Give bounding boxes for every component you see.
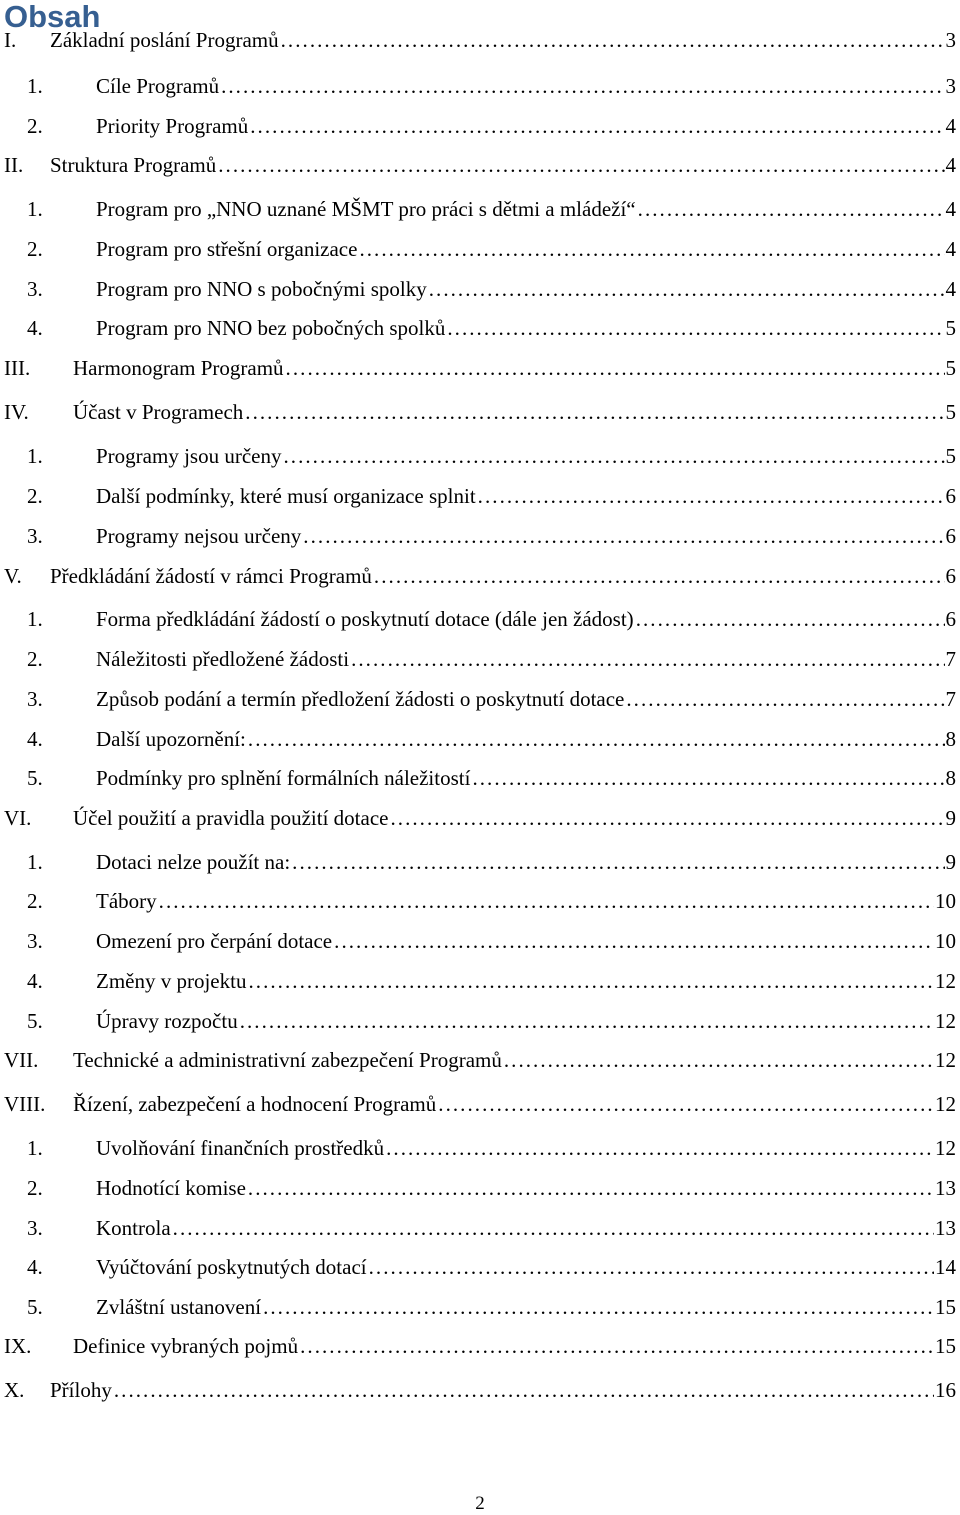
toc-entry[interactable] (0, 1134, 960, 1162)
toc-entry-label: Další upozornění: (96, 727, 246, 751)
toc-entry[interactable] (0, 764, 960, 792)
toc-entry-number: 2. (27, 484, 43, 508)
dot-leader (248, 1174, 934, 1202)
toc-entry-page: 6 (945, 607, 956, 631)
toc-entry-label: Dotaci nelze použít na: (96, 850, 291, 874)
toc-entry[interactable] (0, 1090, 960, 1118)
toc-entry-page: 12 (935, 969, 956, 993)
toc-entry-page: 8 (945, 727, 956, 751)
toc-entry-page: 8 (945, 766, 956, 790)
toc-entry-number: X. (4, 1378, 25, 1402)
dot-leader (351, 645, 944, 673)
toc-entry-number: 2. (27, 647, 43, 671)
toc-entry-number: 3. (27, 524, 43, 548)
toc-entry[interactable] (0, 398, 960, 426)
toc-entry-number: 2. (27, 1176, 43, 1200)
toc-entry-number: 1. (27, 444, 43, 468)
dot-leader (390, 804, 944, 832)
toc-entry-label: Další podmínky, které musí organizace splnit (96, 484, 476, 508)
toc-entry[interactable] (0, 605, 960, 633)
toc-entry-number: IV. (4, 400, 29, 424)
toc-entry[interactable] (0, 275, 960, 303)
toc-entry[interactable] (0, 1376, 960, 1404)
toc-entry-page: 5 (945, 356, 956, 380)
toc-entry-number: VII. (4, 1048, 39, 1072)
toc-entry[interactable] (0, 1007, 960, 1035)
toc-entry-page: 6 (945, 564, 956, 588)
toc-entry-page: 5 (945, 444, 956, 468)
toc-entry-page: 3 (945, 74, 956, 98)
toc-entry-number: 5. (27, 1009, 43, 1033)
toc-entry-label: Technické a administrativní zabezpečení Programů (73, 1048, 502, 1072)
toc-entry[interactable] (0, 442, 960, 470)
toc-entry[interactable] (0, 967, 960, 995)
dot-leader (300, 1332, 934, 1360)
toc-entry-number: 2. (27, 114, 43, 138)
toc-entry-label: Priority Programů (96, 114, 249, 138)
toc-entry-number: I. (4, 28, 17, 52)
toc-entry-label: Způsob podání a termín předložení žádosti o poskytnutí dotace (96, 687, 625, 711)
toc-entry-label: Programy jsou určeny (96, 444, 282, 468)
toc-entry-label: Řízení, zabezpečení a hodnocení Programů (73, 1092, 437, 1116)
dot-leader (447, 314, 944, 342)
toc-entry[interactable] (0, 195, 960, 223)
toc-entry-page: 7 (945, 647, 956, 671)
toc-entry-number: 5. (27, 1295, 43, 1319)
toc-entry-page: 6 (945, 524, 956, 548)
toc-entry-label: Omezení pro čerpání dotace (96, 929, 333, 953)
dot-leader (114, 1376, 934, 1404)
dot-leader (472, 764, 944, 792)
toc-entry[interactable] (0, 482, 960, 510)
toc-entry-number: 4. (27, 316, 43, 340)
toc-entry-number: 3. (27, 929, 43, 953)
dot-leader (429, 275, 945, 303)
dot-leader (303, 522, 944, 550)
toc-entry-page: 15 (935, 1334, 956, 1358)
toc-entry-page: 4 (945, 197, 956, 221)
toc-entry-number: V. (4, 564, 22, 588)
toc-entry-number: III. (4, 356, 31, 380)
toc-entry-page: 4 (945, 153, 956, 177)
toc-entry-page: 6 (945, 484, 956, 508)
dot-leader (248, 967, 934, 995)
toc-entry-label: Účel použití a pravidla použití dotace (73, 806, 389, 830)
toc-entry-label: Hodnotící komise (96, 1176, 246, 1200)
toc-entry-page: 4 (945, 114, 956, 138)
dot-leader (221, 72, 944, 100)
toc-entry-label: Program pro „NNO uznané MŠMT pro práci s dětmi a mládeží“ (96, 197, 636, 221)
dot-leader (159, 887, 934, 915)
dot-leader (240, 1007, 934, 1035)
toc-entry-label: Definice vybraných pojmů (73, 1334, 299, 1358)
dot-leader (626, 685, 944, 713)
toc-entry[interactable] (0, 151, 960, 179)
toc-entry-label: Program pro NNO bez pobočných spolků (96, 316, 446, 340)
toc-entry-number: VIII. (4, 1092, 46, 1116)
toc-entry-label: Program pro střešní organizace (96, 237, 358, 261)
toc-entry[interactable] (0, 848, 960, 876)
toc-entry[interactable] (0, 26, 960, 54)
toc-entry-label: Programy nejsou určeny (96, 524, 302, 548)
toc-entry[interactable] (0, 1293, 960, 1321)
dot-leader (263, 1293, 934, 1321)
dot-leader (359, 235, 944, 263)
toc-entry-label: Program pro NNO s pobočnými spolky (96, 277, 427, 301)
toc-entry-number: 1. (27, 197, 43, 221)
dot-leader (218, 151, 944, 179)
dot-leader (292, 848, 944, 876)
toc-entry[interactable] (0, 887, 960, 915)
toc-entry[interactable] (0, 522, 960, 550)
toc-entry[interactable] (0, 804, 960, 832)
toc-entry[interactable] (0, 72, 960, 100)
toc-entry-label: Struktura Programů (50, 153, 217, 177)
toc-entry-page: 3 (945, 28, 956, 52)
toc-entry-number: 1. (27, 607, 43, 631)
dot-leader (334, 927, 934, 955)
toc-entry-label: Uvolňování finančních prostředků (96, 1136, 385, 1160)
toc-entry-number: VI. (4, 806, 32, 830)
dot-leader (369, 1253, 934, 1281)
toc-entry-number: 4. (27, 1255, 43, 1279)
dot-leader (438, 1090, 934, 1118)
toc-entry-page: 5 (945, 316, 956, 340)
toc-entry-page: 4 (945, 277, 956, 301)
toc-entry-number: 2. (27, 237, 43, 261)
toc-entry-page: 14 (935, 1255, 956, 1279)
toc-entry-number: 1. (27, 850, 43, 874)
dot-leader (281, 26, 945, 54)
dot-leader (173, 1214, 934, 1242)
toc-entry-label: Forma předkládání žádostí o poskytnutí dotace (dále jen žádost) (96, 607, 634, 631)
toc-entry-label: Úpravy rozpočtu (96, 1009, 238, 1033)
toc-entry-label: Harmonogram Programů (73, 356, 284, 380)
toc-entry[interactable] (0, 927, 960, 955)
dot-leader (636, 605, 945, 633)
toc-entry-number: 1. (27, 1136, 43, 1160)
dot-leader (478, 482, 945, 510)
dot-leader (374, 562, 945, 590)
toc-entry-label: Cíle Programů (96, 74, 220, 98)
toc-entry-label: Účast v Programech (73, 400, 244, 424)
toc-entry-label: Změny v projektu (96, 969, 247, 993)
toc-entry-page: 13 (935, 1176, 956, 1200)
toc-entry-page: 5 (945, 400, 956, 424)
toc-entry-page: 12 (935, 1136, 956, 1160)
toc-entry-label: Předkládání žádostí v rámci Programů (50, 564, 372, 588)
dot-leader (283, 442, 944, 470)
toc-entry[interactable] (0, 1253, 960, 1281)
toc-entry-page: 10 (935, 929, 956, 953)
toc-entry[interactable] (0, 1214, 960, 1242)
toc-entry[interactable] (0, 645, 960, 673)
toc-entry-page: 15 (935, 1295, 956, 1319)
toc-entry-label: Kontrola (96, 1216, 171, 1240)
toc-entry-label: Podmínky pro splnění formálních náležitostí (96, 766, 471, 790)
toc-entry-page: 9 (945, 850, 956, 874)
toc-entry-number: IX. (4, 1334, 32, 1358)
dot-leader (250, 112, 944, 140)
toc-entry[interactable] (0, 1332, 960, 1360)
toc-entry-label: Základní poslání Programů (50, 28, 279, 52)
toc-entry-number: 2. (27, 889, 43, 913)
toc-entry-page: 4 (945, 237, 956, 261)
toc-entry-number: 4. (27, 969, 43, 993)
toc-entry[interactable] (0, 725, 960, 753)
toc-entry-page: 13 (935, 1216, 956, 1240)
toc-entry-number: 1. (27, 74, 43, 98)
dot-leader (245, 398, 944, 426)
toc-entry-page: 7 (945, 687, 956, 711)
toc-entry-number: II. (4, 153, 24, 177)
toc-entry[interactable] (0, 354, 960, 382)
toc-entry-page: 16 (935, 1378, 956, 1402)
toc-entry-label: Náležitosti předložené žádosti (96, 647, 350, 671)
toc-entry-number: 4. (27, 727, 43, 751)
toc-entry-page: 10 (935, 889, 956, 913)
toc-entry-page: 12 (935, 1092, 956, 1116)
toc-entry-page: 12 (935, 1009, 956, 1033)
toc-entry-label: Přílohy (50, 1378, 112, 1402)
toc-entry[interactable] (0, 685, 960, 713)
toc-entry-number: 5. (27, 766, 43, 790)
page-number: 2 (475, 1493, 485, 1514)
toc-entry[interactable] (0, 1046, 960, 1074)
toc-entry-number: 3. (27, 687, 43, 711)
toc-entry-number: 3. (27, 277, 43, 301)
toc-entry-page: 9 (945, 806, 956, 830)
toc-entry-label: Vyúčtování poskytnutých dotací (96, 1255, 367, 1279)
toc-entry-label: Zvláštní ustanovení (96, 1295, 262, 1319)
toc-entry[interactable] (0, 314, 960, 342)
dot-leader (638, 195, 945, 223)
toc-entry-page: 12 (935, 1048, 956, 1072)
toc-entry-label: Tábory (96, 889, 157, 913)
toc-entry-number: 3. (27, 1216, 43, 1240)
toc-entry[interactable] (0, 235, 960, 263)
page-title: Obsah (4, 0, 101, 34)
toc-entry[interactable] (0, 1174, 960, 1202)
dot-leader (504, 1046, 934, 1074)
dot-leader (248, 725, 945, 753)
dot-leader (286, 354, 945, 382)
toc-entry[interactable] (0, 562, 960, 590)
toc-entry[interactable] (0, 112, 960, 140)
dot-leader (386, 1134, 934, 1162)
